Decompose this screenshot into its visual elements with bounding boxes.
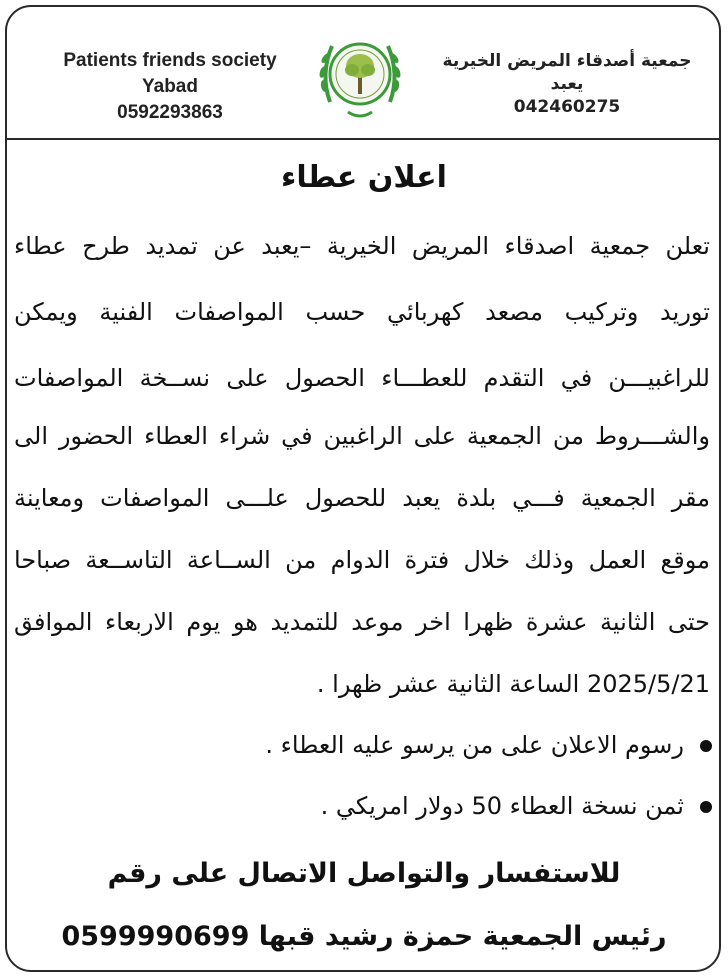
body-line: للراغبيـــن في التقدم للعطـــاء الحصول على نســخة المواصفات	[14, 364, 710, 392]
phone-ar: 042460275	[513, 97, 621, 117]
body-line: والشـــروط من الجمعية على الراغبين في شراء العطاء الحضور الى	[14, 422, 710, 450]
body-line: مقر الجمعية فـــي بلدة يعبد للحصول علـــى المواصفات ومعاينة	[14, 484, 710, 512]
header-arabic-block	[432, 50, 702, 119]
body-line: 2025/5/21 الساعة الثانية عشر ظهرا .	[316, 670, 710, 698]
body-line: تعلن جمعية اصدقاء المريض الخيرية –يعبد عن تمديد طرح عطاء	[14, 232, 710, 260]
body-line: توريد وتركيب مصعد كهربائي حسب المواصفات الفنية ويمكن	[14, 298, 710, 326]
bullet-dot-icon	[700, 740, 712, 752]
header-english-block	[30, 48, 310, 126]
society-name-ar: جمعية أصدقاء المريض الخيرية	[442, 51, 692, 71]
contact-person: رئيس الجمعية حمزة رشيد قبها 0599990699	[61, 921, 667, 952]
phone-en: 0592293863	[117, 102, 223, 123]
society-logo-icon	[312, 22, 408, 130]
town-ar: يعبد	[550, 74, 584, 94]
announcement-title: اعلان عطاء	[281, 160, 447, 195]
body-line: حتى الثانية عشرة ظهرا اخر موعد للتمديد هو يوم الاربعاء الموافق	[14, 608, 710, 636]
list-item: رسوم الاعلان على من يرسو عليه العطاء .	[212, 725, 712, 765]
body-line: موقع العمل وذلك خلال فترة الدوام من الســاعة التاســعة صباحا	[14, 546, 710, 574]
bullet-dot-icon	[700, 801, 712, 813]
contact-heading: للاستفسار والتواصل الاتصال على رقم	[107, 858, 621, 889]
society-name-en: Patients friends society	[63, 50, 277, 71]
town-en: Yabad	[142, 76, 198, 97]
header-divider	[7, 138, 719, 140]
list-item: ثمن نسخة العطاء 50 دولار امريكي .	[212, 786, 712, 826]
